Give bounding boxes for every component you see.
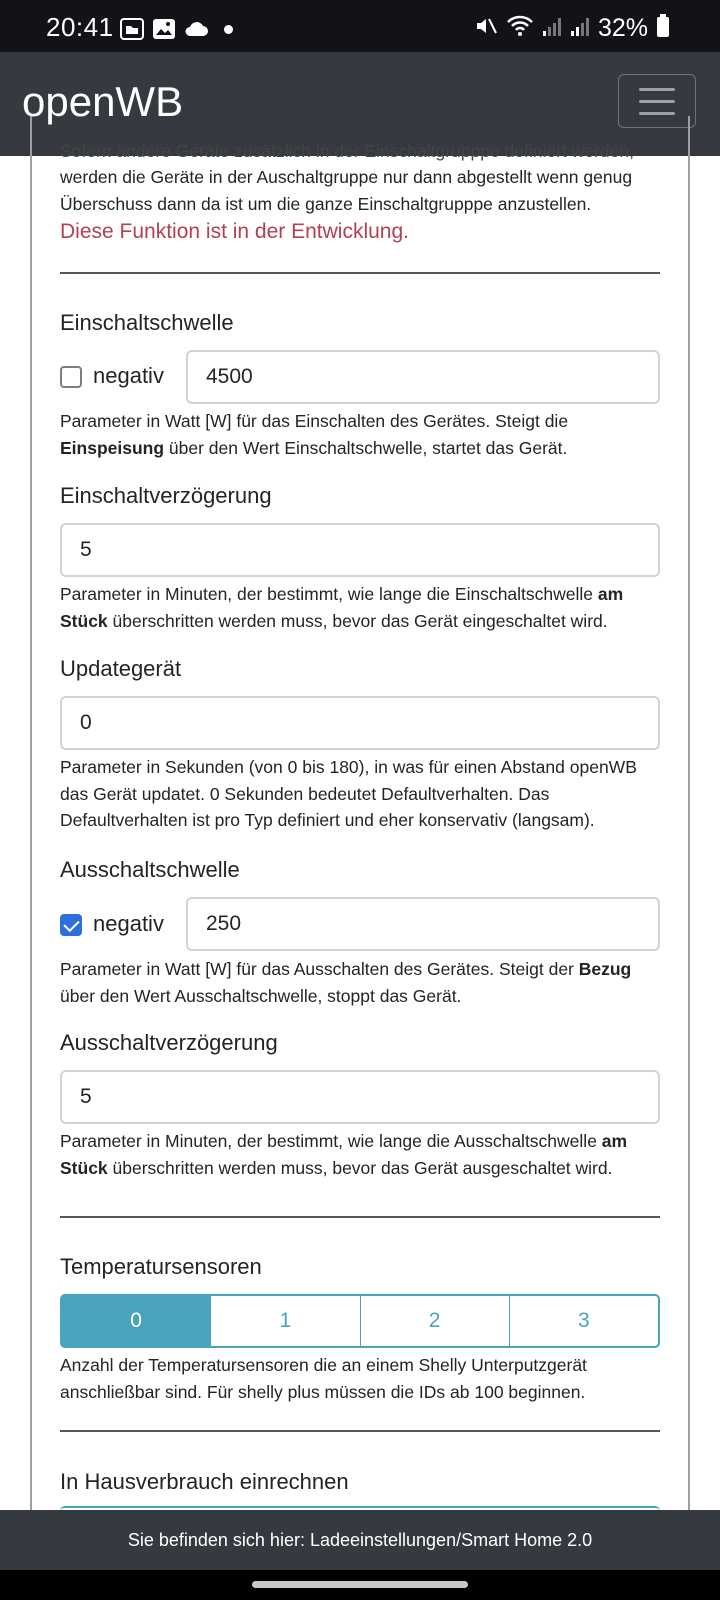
temperatursensoren-option-0[interactable]: 0 [62, 1296, 210, 1346]
einschaltverzoegerung-label: Einschaltverzögerung [60, 483, 272, 508]
more-notifications-dot-icon [224, 25, 233, 34]
temperatursensoren-button-group [60, 1294, 660, 1348]
signal-icon [542, 15, 562, 42]
help-bold: am Stück [60, 1131, 628, 1178]
help-text: über den Wert Einschaltschwelle, startet das Gerät. [164, 437, 568, 458]
ausschaltschwelle-help [60, 956, 660, 1009]
ausschaltschwelle-negativ-label[interactable]: negativ [93, 911, 164, 936]
brand-logo-text[interactable]: openWB [22, 78, 184, 125]
section-divider [60, 272, 660, 274]
checkmark-icon [63, 916, 79, 932]
help-bold: Einspeisung [60, 437, 165, 458]
help-text: Parameter in Minuten, der bestimmt, wie lange die Ausschaltschwelle [60, 1131, 602, 1151]
einschaltschwelle-negativ-label[interactable]: negativ [93, 363, 164, 388]
image-icon [152, 18, 176, 40]
cloud-icon [184, 18, 208, 40]
ausschaltverzoegerung-label: Ausschaltverzögerung [60, 1030, 278, 1055]
hausverbrauch-label: In Hausverbrauch einrechnen [60, 1469, 349, 1494]
section-divider [60, 1216, 660, 1218]
mute-icon [474, 14, 498, 43]
help-bold: Bezug [578, 959, 632, 979]
status-system-icons [474, 14, 670, 43]
updategeraet-label: Updategerät [60, 656, 182, 681]
help-text: überschritten werden muss, bevor das Gerät eingeschaltet wird. [107, 610, 608, 631]
temperatursensoren-option-1[interactable]: 1 [210, 1296, 359, 1346]
ausschaltverzoegerung-input[interactable]: 5 [60, 1070, 660, 1124]
updategeraet-help: Parameter in Sekunden (von 0 bis 180), in was für einen Abstand openWB das Gerät updatet. 0 Sekunden bedeutet Defaultverhalten. Das Defaultverhalten ist pro Typ definiert und eher konservativ (langsam). [60, 757, 637, 830]
intro-help-text: werden die Geräte in der Auschaltgruppe nur dann abgestellt wenn genug Überschuss dann da ist um die ganze Einschaltgrupppe anzustellen. [60, 167, 633, 214]
hamburger-icon-line [639, 112, 675, 115]
help-bold: am Stück [60, 584, 624, 631]
temperatursensoren-label: Temperatursensoren [60, 1254, 262, 1279]
temperatursensoren-help: Anzahl der Temperatursensoren die an einem Shelly Unterputzgerät anschließbar sind. Für shelly plus müssen die IDs ab 100 beginnen. [60, 1355, 587, 1402]
wifi-icon [506, 14, 534, 43]
ausschaltschwelle-negativ-checkbox[interactable] [60, 914, 82, 936]
help-text: Parameter in Watt [W] für das Ausschalten des Gerätes. Steigt der [60, 959, 579, 979]
einschaltschwelle-help [60, 408, 660, 461]
section-divider [60, 1430, 660, 1432]
hamburger-icon-line [639, 100, 675, 103]
einschaltschwelle-negativ-checkbox[interactable] [60, 366, 82, 388]
einschaltschwelle-input[interactable]: 4500 [186, 350, 660, 404]
development-warning: Diese Funktion ist in der Entwicklung. [60, 220, 409, 243]
folder-icon [120, 18, 144, 40]
status-notification-icons [120, 18, 233, 40]
temperatursensoren-option-2[interactable]: 2 [360, 1296, 509, 1346]
ausschaltschwelle-input[interactable]: 250 [186, 897, 660, 951]
temperatursensoren-option-3[interactable]: 3 [509, 1296, 658, 1346]
help-text: Parameter in Minuten, der bestimmt, wie lange die Einschaltschwelle [60, 584, 598, 604]
help-text: Parameter in Watt [W] für das Einschalten des Gerätes. Steigt die [60, 411, 569, 431]
system-navigation-bar [0, 1570, 720, 1600]
einschaltschwelle-label: Einschaltschwelle [60, 310, 234, 335]
help-text: überschritten werden muss, bevor das Gerät ausgeschaltet wird. [107, 1157, 613, 1178]
battery-icon [656, 14, 670, 43]
intro-help-partial: Sofern andere Geräte zusätzlich in der Einschaltgrupppe definiert werden, [60, 141, 634, 161]
breadcrumb-footer: Sie befinden sich hier: Ladeeinstellungen/Smart Home 2.0 [0, 1510, 720, 1570]
signal-icon-2 [570, 15, 590, 42]
updategeraet-input[interactable]: 0 [60, 696, 660, 750]
ausschaltverzoegerung-help [60, 1128, 660, 1181]
ausschaltschwelle-label: Ausschaltschwelle [60, 857, 240, 882]
settings-content[interactable] [0, 141, 720, 1510]
status-time: 20:41 [46, 12, 114, 42]
battery-percentage: 32% [597, 14, 648, 42]
einschaltverzoegerung-input[interactable]: 5 [60, 523, 660, 577]
help-text: über den Wert Ausschaltschwelle, stoppt das Gerät. [60, 985, 462, 1006]
hamburger-icon [639, 88, 675, 91]
einschaltverzoegerung-help [60, 581, 660, 634]
status-bar [0, 0, 720, 52]
home-gesture-handle[interactable] [252, 1581, 468, 1588]
